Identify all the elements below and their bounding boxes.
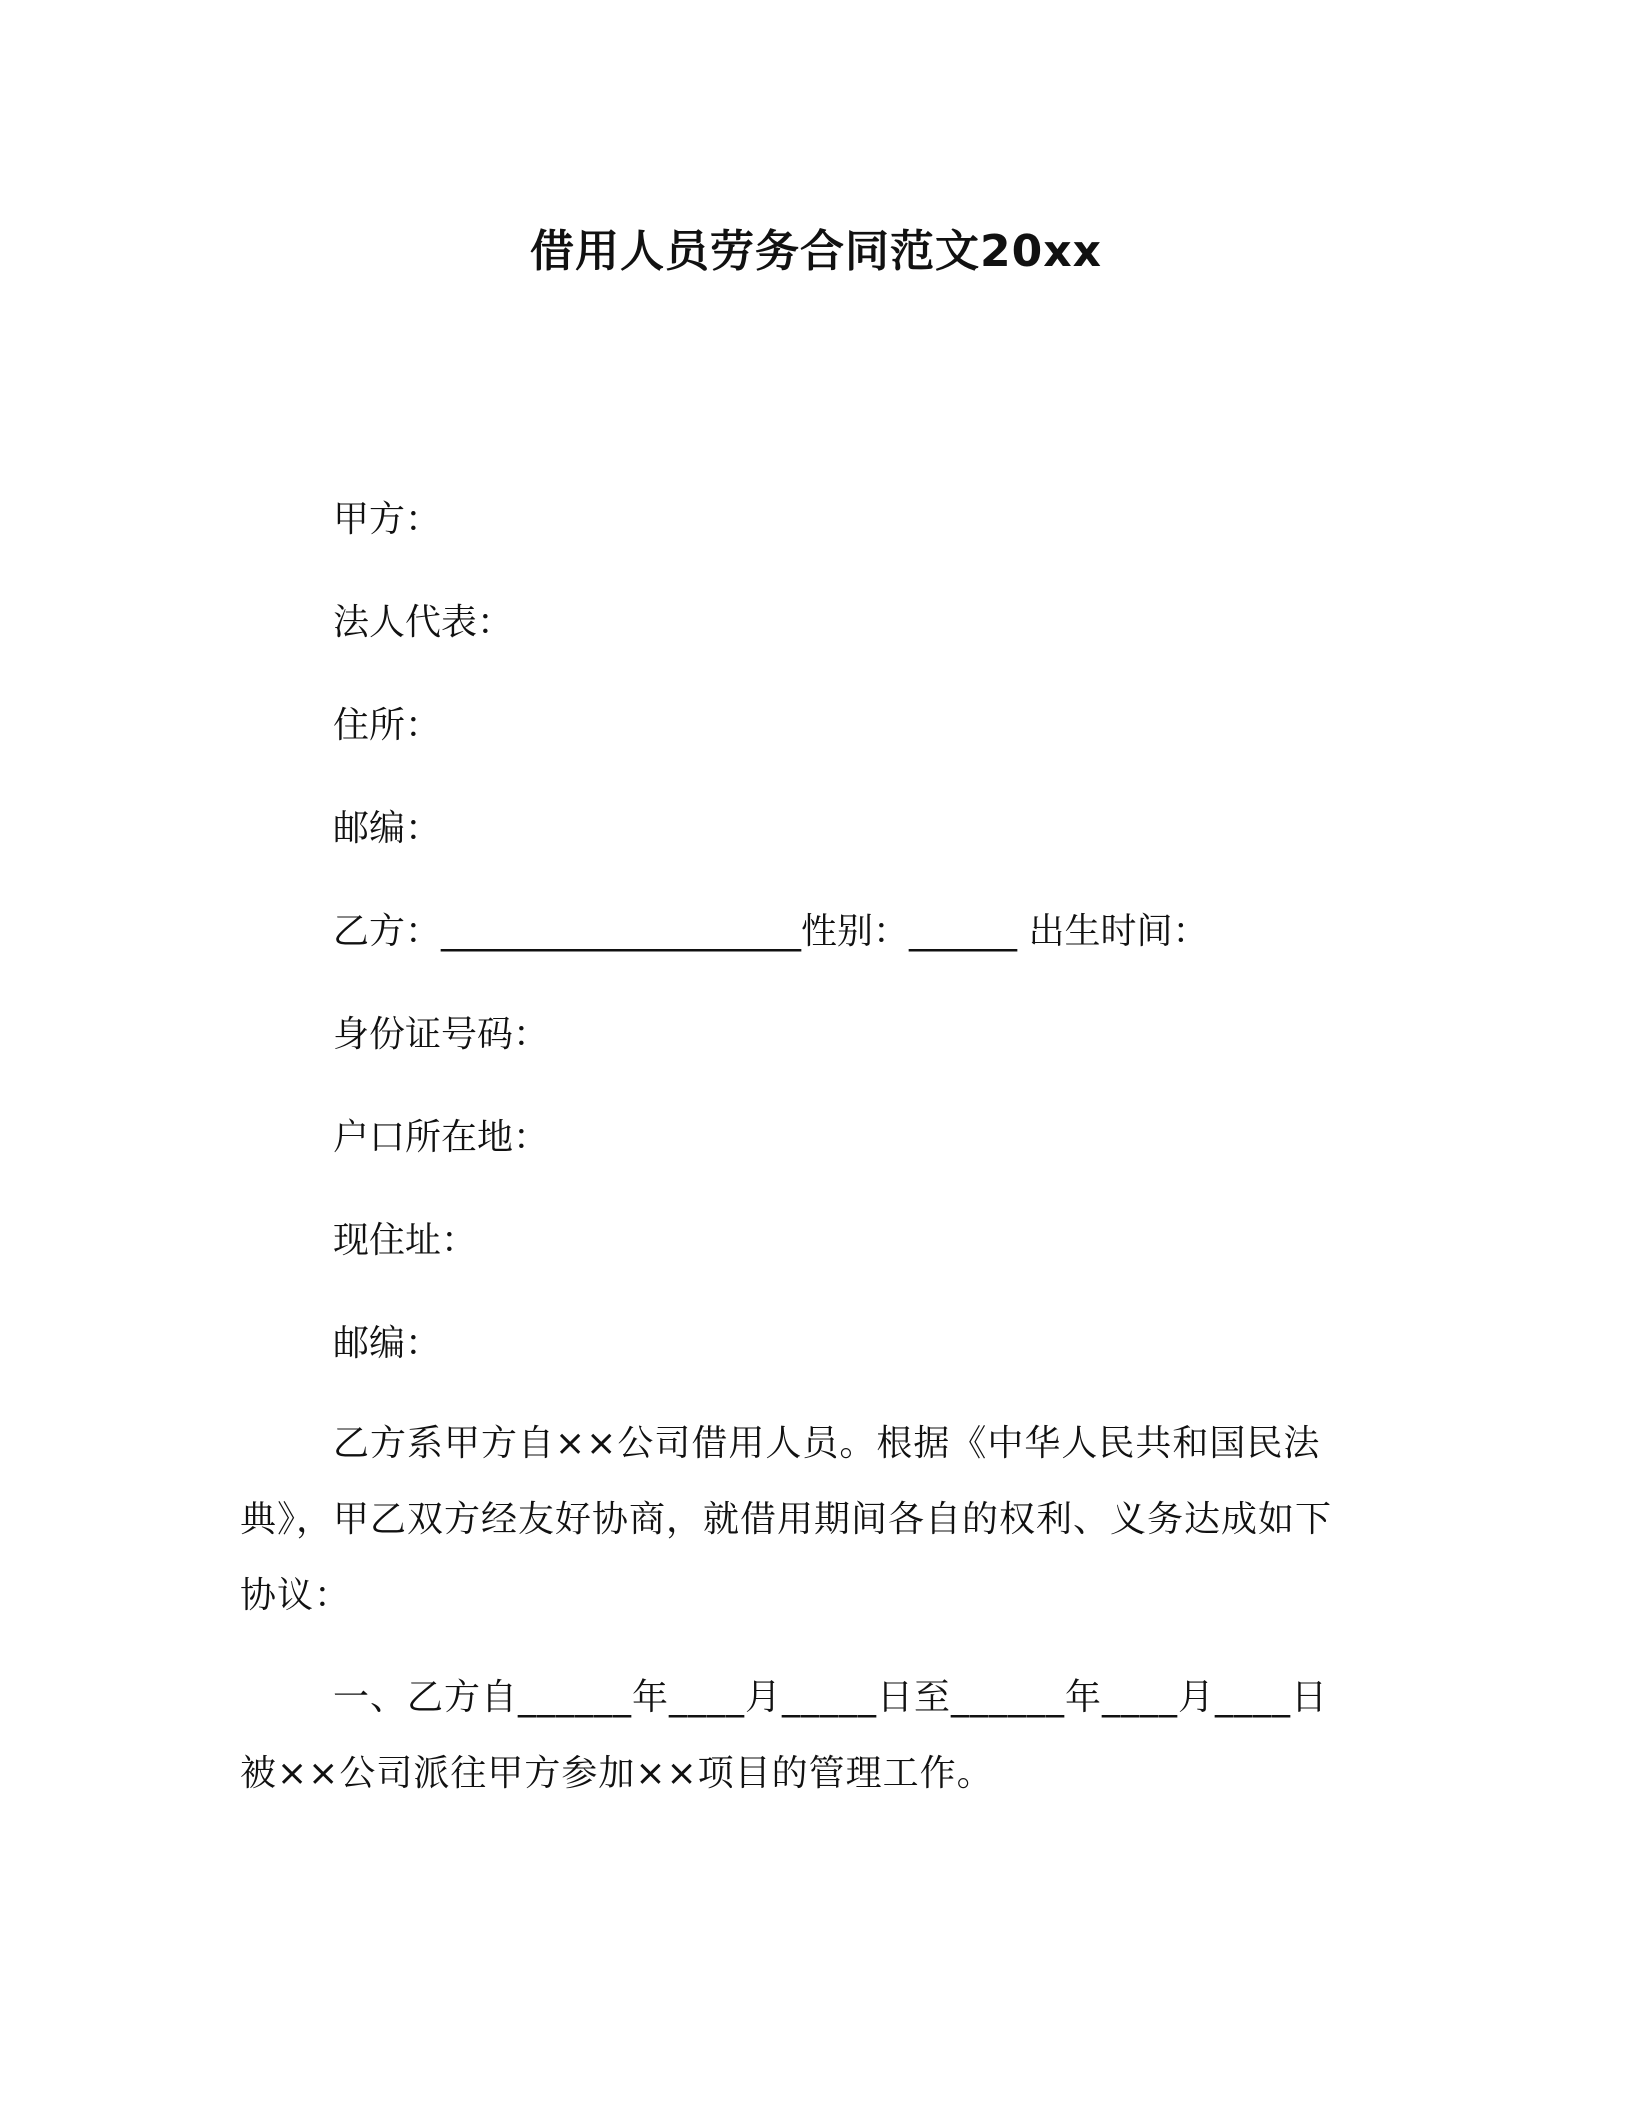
legal-representative-field: 法人代表： <box>333 602 514 643</box>
party-b-field: 乙方：____________________性别：______ 出生时间： <box>333 911 1209 952</box>
document-title: 借用人员劳务合同范文20xx <box>530 226 1102 277</box>
id-number-field: 身份证号码： <box>333 1014 550 1055</box>
party-a-address-field: 住所： <box>333 705 442 746</box>
party-a-field: 甲方： <box>333 499 442 540</box>
household-registration-field: 户口所在地： <box>333 1117 550 1158</box>
clause-one-paragraph: 一、乙方自______年____月_____日至______年____月____日被××公司派往甲方参加××项目的管理工作。 <box>240 1677 1329 1794</box>
intro-paragraph: 乙方系甲方自××公司借用人员。根据《中华人民共和国民法典》，甲乙双方经友好协商，就借用期间各自的权利、义务达成如下协议： <box>240 1423 1333 1616</box>
party-b-postcode-field: 邮编： <box>333 1323 442 1364</box>
party-a-postcode-field: 邮编： <box>333 808 442 849</box>
current-address-field: 现住址： <box>333 1220 478 1261</box>
